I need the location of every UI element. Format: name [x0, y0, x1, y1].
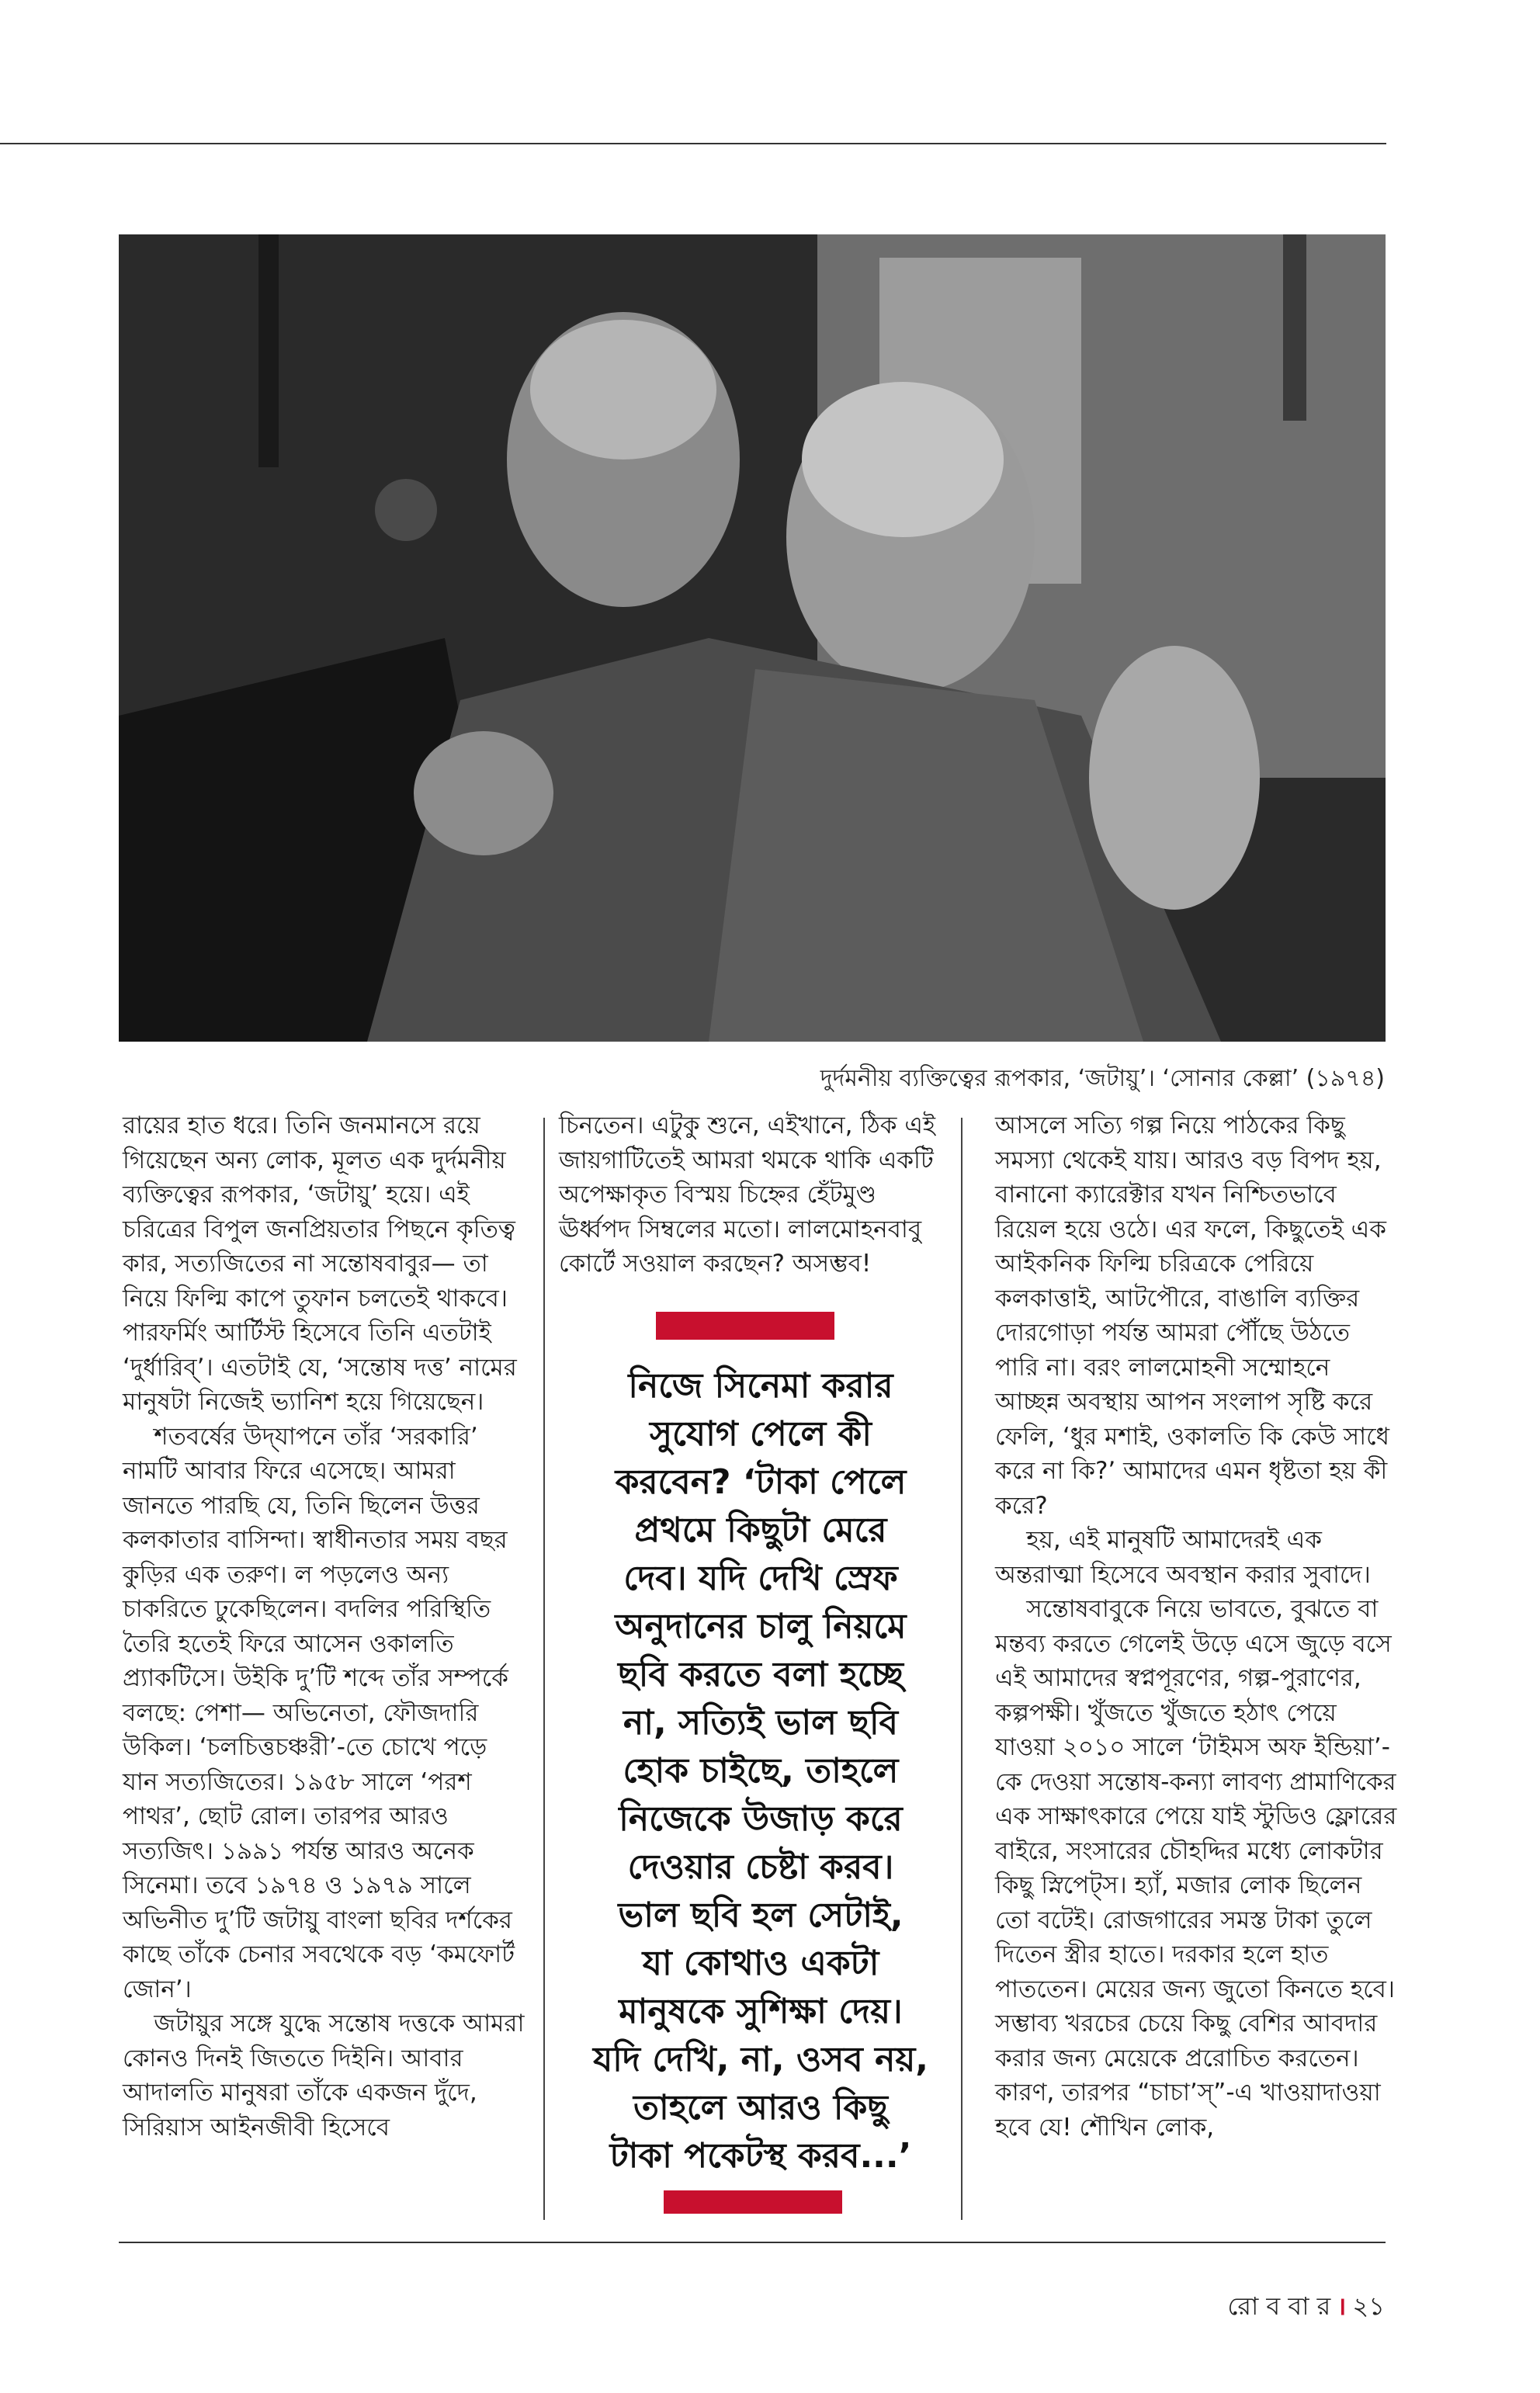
paragraph: শতবর্ষের উদ্‌যাপনে তাঁর ‘সরকারি’ নামটি আবার ফিরে এসেছে। আমরা জানতে পারছি যে, তিনি ছিলেন উত্তর কলকাতার বাসিন্দা। স্বাধীনতার সময় বছর কুড়ির এক তরুণ। ল পড়লেও অন্য চাকরিতে ঢুকেছিলেন। বদলির পরিস্থিতি তৈরি হতেই ফিরে আসেন ওকালতি প্র্যাকটিসে। উইকি দু’টি শব্দে তাঁর সম্পর্কে বলছে: পেশা— অভিনেতা, ফৌজদারি উকিল। ‘চলচিত্তচঞ্চরী’-তে চোখে পড়ে যান সত্যজিতের। ১৯৫৮ সালে ‘পরশ পাথর’, ছোট রোল। তারপর আরও সত্যজিৎ। ১৯৯১ পর্যন্ত আরও অনেক সিনেমা। তবে ১৯৭৪ ও ১৯৭৯ সালে অভিনীত দু’টি জটায়ু বাংলা ছবির দর্শকের কাছে তাঁকে চেনার সবথেকে বড় ‘কমফোর্ট জোন’।	[123, 1422, 515, 2003]
page-number: ২১	[1352, 2291, 1385, 2321]
pull-quote	[578, 1362, 943, 2180]
paragraph: সন্তোষবাবুকে নিয়ে ভাবতে, বুঝতে বা মন্তব্য করতে গেলেই উড়ে এসে জুড়ে বসে এই আমাদের স্বপ্নপূরণের, গল্প-পুরাণের, কল্পপক্ষী। খুঁজতে খুঁজতে হঠাৎ পেয়ে যাওয়া ২০১০ সালে ‘টাইমস অফ ইন্ডিয়া’-কে দেওয়া সন্তোষ-কন্যা লাবণ্য প্রামাণিকের এক সাক্ষাৎকারে পেয়ে যাই স্টুডিও ফ্লোরের বাইরে, সংসারের চৌহদ্দির মধ্যে লোকটার কিছু স্নিপেট্স। হ্যাঁ, মজার লোক ছিলেন তো বটেই। রোজগারের সমস্ত টাকা তুলে দিতেন স্ত্রীর হাতে। দরকার হলে হাত পাততেন। মেয়ের জন্য জুতো কিনতে হবে। সম্ভাব্য খরচের চেয়ে কিছু বেশির আবদার করার জন্য মেয়েকে প্ররোচিত করতেন। কারণ, তারপর “চাচা’স্”-এ খাওয়াদাওয়া হবে যে! শৌখিন লোক,	[995, 1595, 1397, 2142]
column-divider	[543, 1118, 545, 2220]
pull-quote-bottom-bar	[664, 2190, 842, 2214]
pull-quote-line: সুযোগ পেলে কী	[650, 1414, 872, 1454]
paragraph: হয়, এই মানুষটি আমাদেরই এক অন্তরাত্মা হিসেবে অবস্থান করার সুবাদে।	[995, 1526, 1371, 1589]
pull-quote-line: হোক চাইছে, তাহলে	[623, 1751, 899, 1791]
article-column-2	[559, 1108, 947, 1281]
pull-quote-line: টাকা পকেটস্থ করব...’	[609, 2136, 912, 2176]
pull-quote-line: ছবি করতে বলা হচ্ছে	[618, 1655, 904, 1694]
magazine-name: রো ব বা র	[1227, 2291, 1331, 2321]
paragraph: চিনতেন। এটুকু শুনে, এইখানে, ঠিক এই জায়গাটিতেই আমরা থমকে থাকি একটি অপেক্ষাকৃত বিস্ময় চিহ্নের হেঁটমুণ্ড ঊর্ধ্বপদ সিম্বলের মতো। লালমোহনবাবু কোর্টে সওয়াল করছেন? অসম্ভব!	[559, 1112, 936, 1278]
pull-quote-line: নিজে সিনেমা করার	[628, 1366, 893, 1406]
article-column-1	[123, 1108, 526, 2145]
pull-quote-line: তাহলে আরও কিছু	[633, 2088, 888, 2128]
pull-quote-line: দেওয়ার চেষ্টা করব।	[627, 1847, 894, 1887]
film-still-photo	[119, 234, 1386, 1042]
pull-quote-line: করবেন? ‘টাকা পেলে	[615, 1462, 907, 1502]
photo-caption: দুর্দমনীয় ব্যক্তিত্বের রূপকার, ‘জটায়ু’। ‘সোনার কেল্লা’ (১৯৭৪)	[820, 1065, 1385, 1092]
pull-quote-line: মানুষকে সুশিক্ষা দেয়।	[619, 1992, 903, 2031]
pull-quote-line: যা কোথাও একটা	[642, 1944, 879, 1983]
photo-illustration	[119, 234, 1386, 1042]
page-footer	[1227, 2287, 1385, 2329]
top-rule	[0, 143, 1386, 144]
pull-quote-line: যদি দেখি, না, ওসব নয়,	[592, 2040, 929, 2079]
footer-separator: ।	[1337, 2291, 1347, 2321]
pull-quote-line: না, সত্যিই ভাল ছবি	[623, 1703, 899, 1743]
article-column-3	[995, 1108, 1399, 2145]
bottom-rule	[119, 2242, 1386, 2243]
paragraph: আসলে সত্যি গল্প নিয়ে পাঠকের কিছু সমস্যা থেকেই যায়। আরও বড় বিপদ হয়, বানানো ক্যারেক্টার যখন নিশ্চিতভাবে রিয়েল হয়ে ওঠে। এর ফলে, কিছুতেই এক আইকনিক ফিল্মি চরিত্রকে পেরিয়ে কলকাত্তাই, আটপৌরে, বাঙালি ব্যক্তির দোরগোড়া পর্যন্ত আমরা পৌঁছে উঠতে পারি না। বরং লালমোহনী সম্মোহনে আচ্ছন্ন অবস্থায় আপন সংলাপ সৃষ্টি করে ফেলি, ‘ধুর মশাই, ওকালতি কি কেউ সাধে করে না কি?’ আমাদের এমন ধৃষ্টতা হয় কী করে?	[995, 1112, 1389, 1520]
pull-quote-line: অনুদানের চালু নিয়মে	[615, 1607, 907, 1646]
pull-quote-line: প্রথমে কিছুটা মেরে	[634, 1510, 887, 1550]
column-divider	[961, 1118, 962, 2220]
paragraph: রায়ের হাত ধরে। তিনি জনমানসে রয়ে গিয়েছেন অন্য লোক, মূলত এক দুর্দমনীয় ব্যক্তিত্বের রূপকার, ‘জটায়ু’ হয়ে। এই চরিত্রের বিপুল জনপ্রিয়তার পিছনে কৃতিত্ব কার, সত্যজিতের না সন্তোষবাবুর— তা নিয়ে ফিল্মি কাপে তুফান চলতেই থাকবে। পারফর্মিং আর্টিস্ট হিসেবে তিনি এতটাই ‘দুর্ধারিব্’। এতটাই যে, ‘সন্তোষ দত্ত’ নামের মানুষটা নিজেই ভ্যানিশ হয়ে গিয়েছেন।	[123, 1112, 517, 1416]
pull-quote-top-bar	[656, 1312, 834, 1340]
paragraph: জটায়ুর সঙ্গে যুদ্ধে সন্তোষ দত্তকে আমরা কোনও দিনই জিততে দিইনি। আবার আদালতি মানুষরা তাঁকে একজন দুঁদে, সিরিয়াস আইনজীবী হিসেবে	[123, 2010, 525, 2142]
pull-quote-line: দেব। যদি দেখি স্রেফ	[623, 1559, 898, 1598]
pull-quote-line: নিজেকে উজাড় করে	[619, 1799, 903, 1839]
pull-quote-line: ভাল ছবি হল সেটাই,	[618, 1895, 904, 1935]
